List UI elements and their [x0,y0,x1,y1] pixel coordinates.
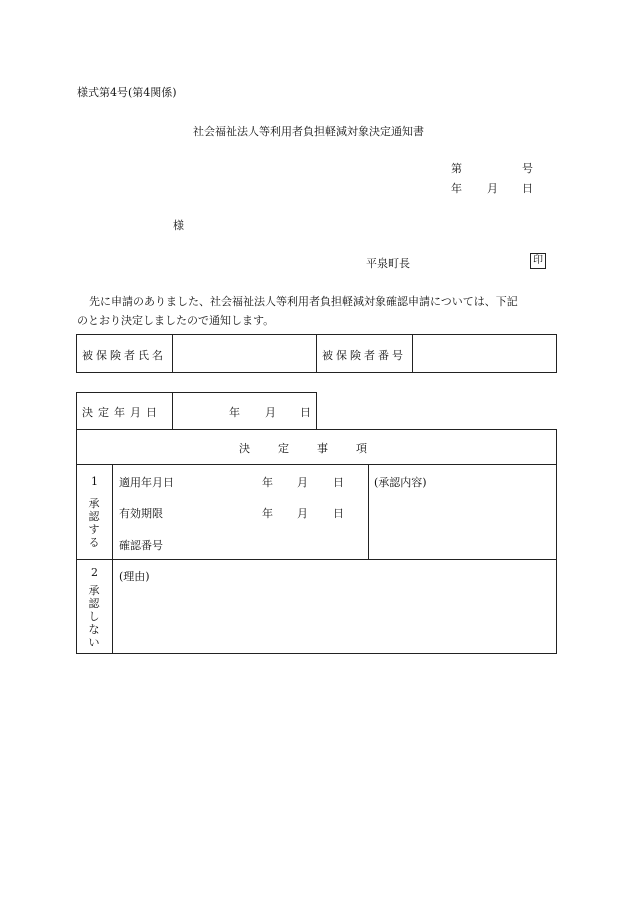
date-month: 月 [487,182,498,195]
insured-name-field[interactable] [174,336,314,371]
confirmation-number-label: 確認番号 [119,539,163,552]
number-prefix: 第 [451,162,462,175]
document-title: 社会福祉法人等利用者負担軽減対象決定通知書 [193,125,424,138]
approve-number: 1 [91,475,98,488]
apply-date-day: 日 [333,476,344,489]
number-suffix: 号 [522,162,533,175]
date-day: 日 [522,182,533,195]
valid-period-month: 月 [297,507,308,520]
issuer-name: 平泉町長 [366,257,410,270]
apply-date-year: 年 [262,476,273,489]
insured-number-field[interactable] [414,336,554,371]
reject-number: 2 [91,566,98,579]
body-line-1: 先に申請のありました、社会福祉法人等利用者負担軽減対象確認申請については、下記 [89,295,518,308]
form-number: 様式第4号(第4関係) [77,86,177,99]
apply-date-month: 月 [297,476,308,489]
addressee-suffix: 様 [173,219,184,232]
valid-period-day: 日 [333,507,344,520]
insured-name-label: 被保険者氏名 [82,349,166,362]
matters-header: 決 定 事 項 [239,442,369,455]
apply-date-label: 適用年月日 [119,476,174,489]
approval-content-label: (承認内容) [374,476,427,489]
valid-period-year: 年 [262,507,273,520]
body-line-2: のとおり決定しましたので通知します。 [77,314,275,327]
seal-mark: 印 [530,253,546,269]
reject-label: 承認しない [88,584,100,649]
decision-date-day: 日 [300,406,311,419]
decision-date-label: 決定年月日 [82,406,162,419]
reject-reason-label: (理由) [119,570,150,583]
approve-label: 承認する [88,497,100,549]
decision-date-year: 年 [229,406,240,419]
date-year: 年 [451,182,462,195]
insured-number-label: 被保険者番号 [322,349,406,362]
valid-period-label: 有効期限 [119,507,163,520]
decision-date-month: 月 [265,406,276,419]
